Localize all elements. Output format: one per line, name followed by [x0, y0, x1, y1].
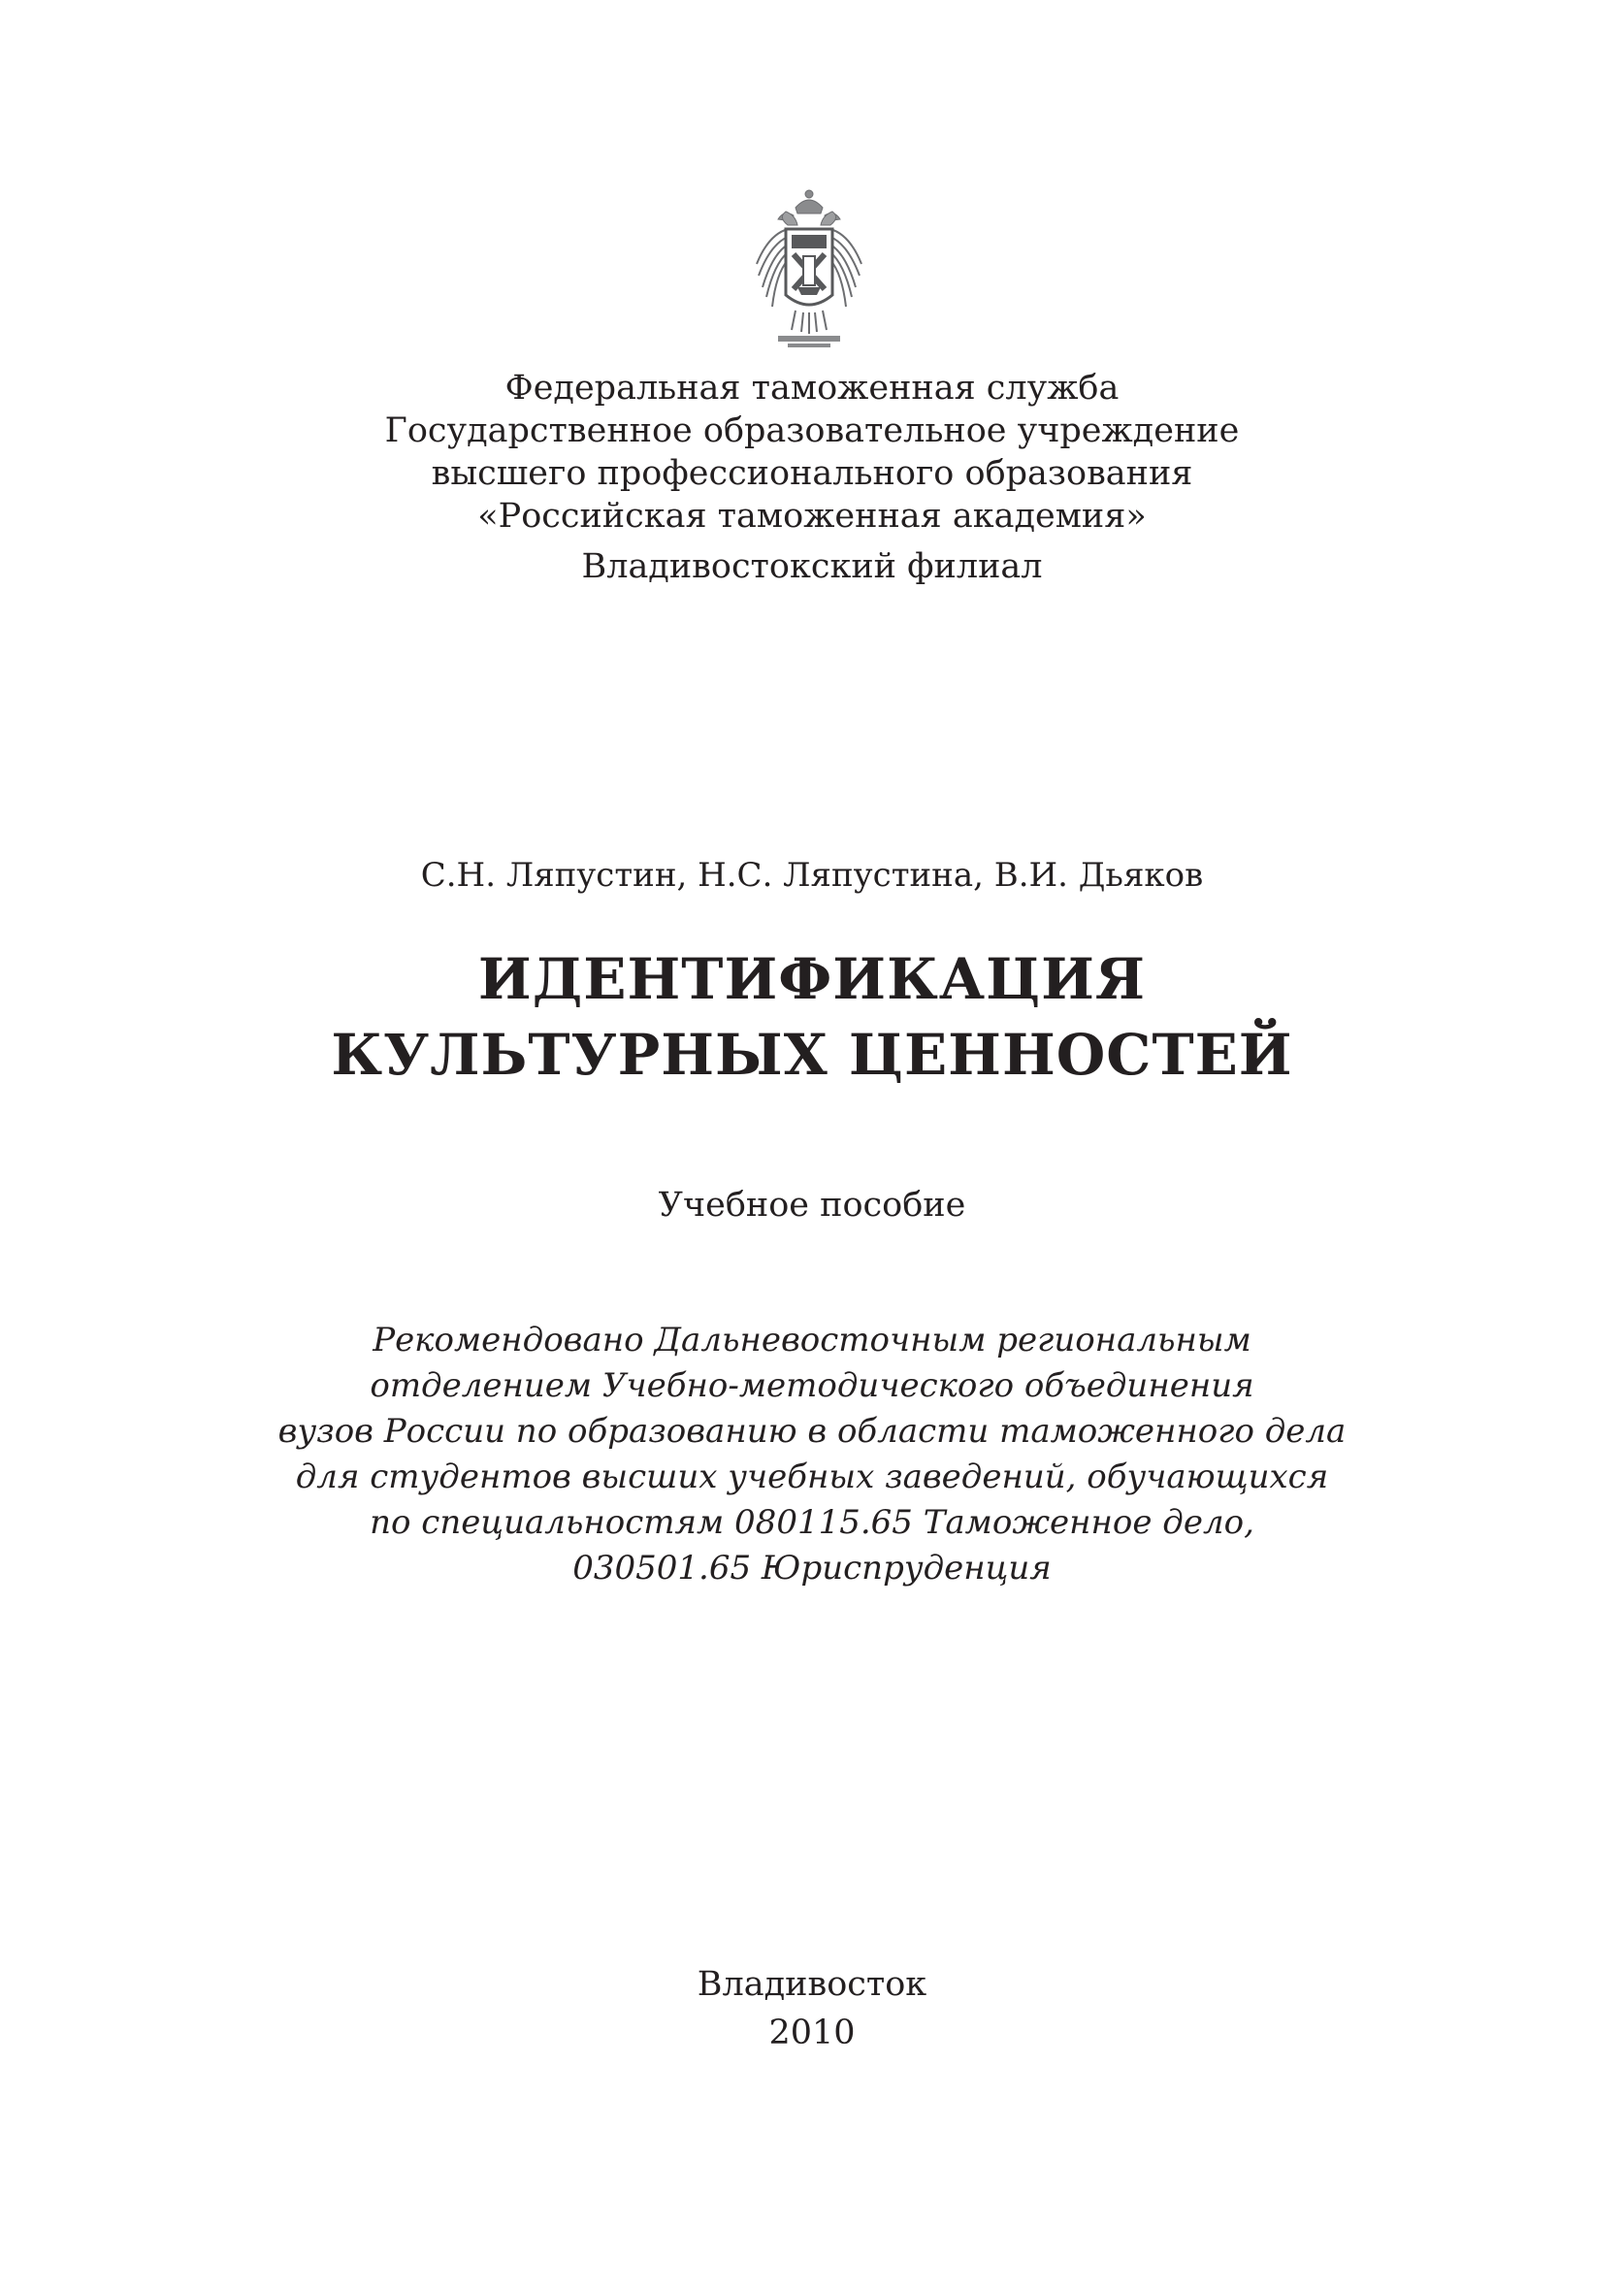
recommendation-line: 030501.65 Юриспруденция [572, 1549, 1052, 1588]
imprint-block [0, 1960, 1624, 2057]
recommendation-block [0, 1318, 1624, 1591]
authors: С.Н. Ляпустин, Н.С. Ляпустина, В.И. Дьяков [420, 856, 1204, 895]
recommendation-line: для студентов высших учебных заведений, обучающихся [295, 1458, 1329, 1496]
book-subtitle: Учебное пособие [658, 1186, 966, 1225]
organization-line: Государственное образовательное учреждение [384, 411, 1240, 450]
organization-line: высшего профессионального образования [431, 454, 1193, 493]
organization-block [0, 367, 1624, 588]
customs-academy-emblem-icon [749, 186, 869, 349]
imprint-city: Владивосток [697, 1965, 927, 2004]
recommendation-line: отделением Учебно-методического объединения [370, 1366, 1254, 1405]
recommendation-line: Рекомендовано Дальневосточным региональным [373, 1321, 1251, 1359]
book-title [0, 941, 1624, 1093]
organization-line: Федеральная таможенная служба [504, 369, 1120, 408]
organization-line: «Российская таможенная академия» [477, 497, 1147, 536]
recommendation-line: по специальностям 080115.65 Таможенное дело, [370, 1503, 1254, 1542]
book-title-line: ИДЕНТИФИКАЦИЯ [477, 946, 1147, 1012]
recommendation-line: вузов России по образованию в области таможенного дела [277, 1412, 1347, 1451]
book-title-line: КУЛЬТУРНЫХ ЦЕННОСТЕЙ [331, 1022, 1293, 1088]
branch-name: Владивостокский филиал [581, 547, 1043, 586]
imprint-year: 2010 [768, 2014, 856, 2052]
